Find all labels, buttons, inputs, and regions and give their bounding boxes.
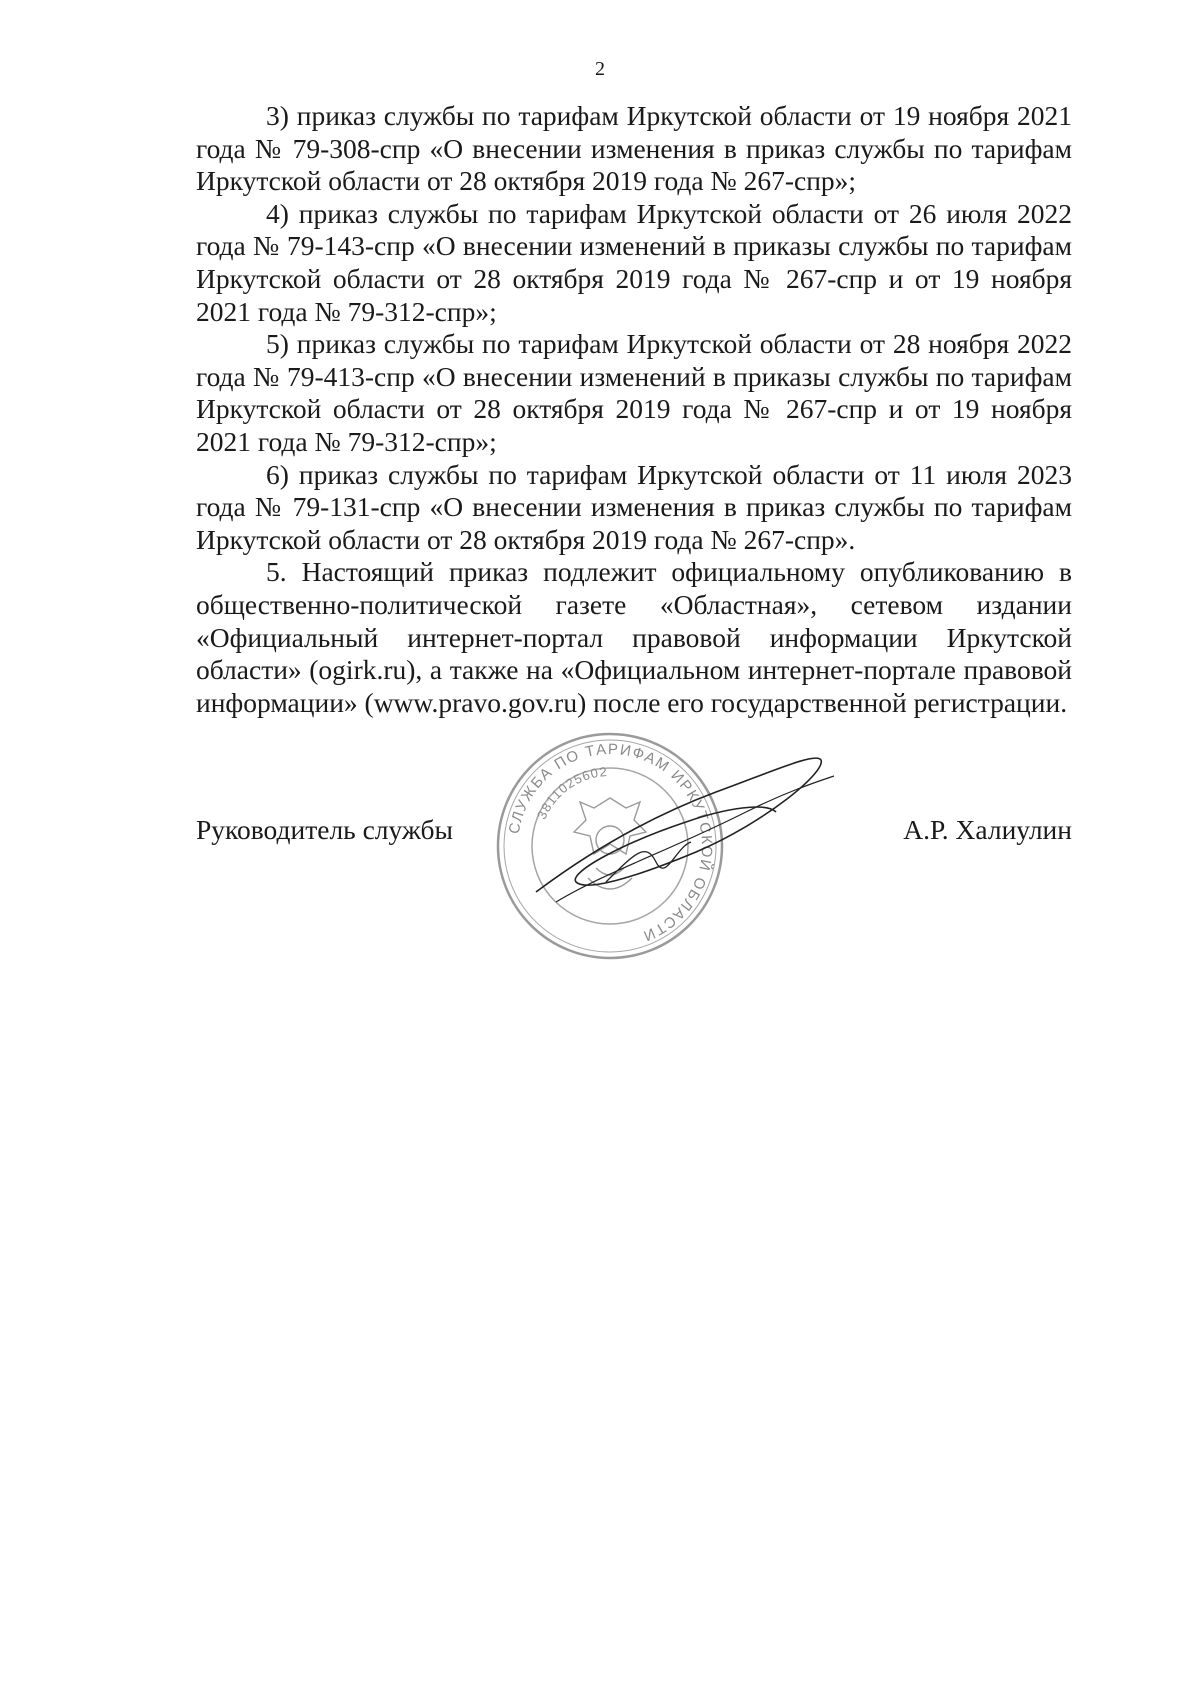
stamp-outer-text: СЛУЖБА ПО ТАРИФАМ ИРКУТСКОЙ ОБЛАСТИ [505, 740, 716, 945]
page-number: 2 [595, 58, 605, 80]
stamp-number: 3811025602 [533, 763, 609, 822]
list-item-6: 6) приказ службы по тарифам Иркутской области от 11 июля 2023 года № 79-131-спр «О внесении изменения в приказ службы по тарифам Иркутской области от 28 октября 2019 года № 267-спр». [196, 458, 1072, 555]
list-item-5: 5) приказ службы по тарифам Иркутской области от 28 ноября 2022 года № 79-413-спр «О внесении изменений в приказы службы по тарифам Иркутской области от 28 октября 2019 года № 267-спр и от 19 ноября 2021 года № 79-312-спр»; [196, 328, 1072, 457]
order-body [196, 100, 1072, 719]
list-item-4: 4) приказ службы по тарифам Иркутской области от 26 июля 2022 года № 79-143-спр «О внесении изменений в приказы службы по тарифам Иркутской области от 28 октября 2019 года № 267-спр и от 19 ноября 2021 года № 79-312-спр»; [196, 197, 1072, 327]
signer-position: Руководитель службы [196, 814, 454, 845]
list-item-3: 3) приказ службы по тарифам Иркутской области от 19 ноября 2021 года № 79-308-спр «О внесении изменения в приказ службы по тарифам Иркутской области от 28 октября 2019 года № 267-спр»; [196, 100, 1072, 197]
handwritten-signature [516, 742, 836, 922]
signature-block [196, 740, 1072, 960]
publication-clause: 5. Настоящий приказ подлежит официальному опубликованию в общественно-политической газете «Областная», сетевом издании «Официальный интернет-портал правовой информации Иркутской области» (ogirk.ru), а также на «Официальном интернет-портале правовой информации» (www.pravo.gov.ru) после его государственной регистрации. [196, 556, 1072, 718]
signer-name: А.Р. Халиулин [903, 814, 1072, 845]
